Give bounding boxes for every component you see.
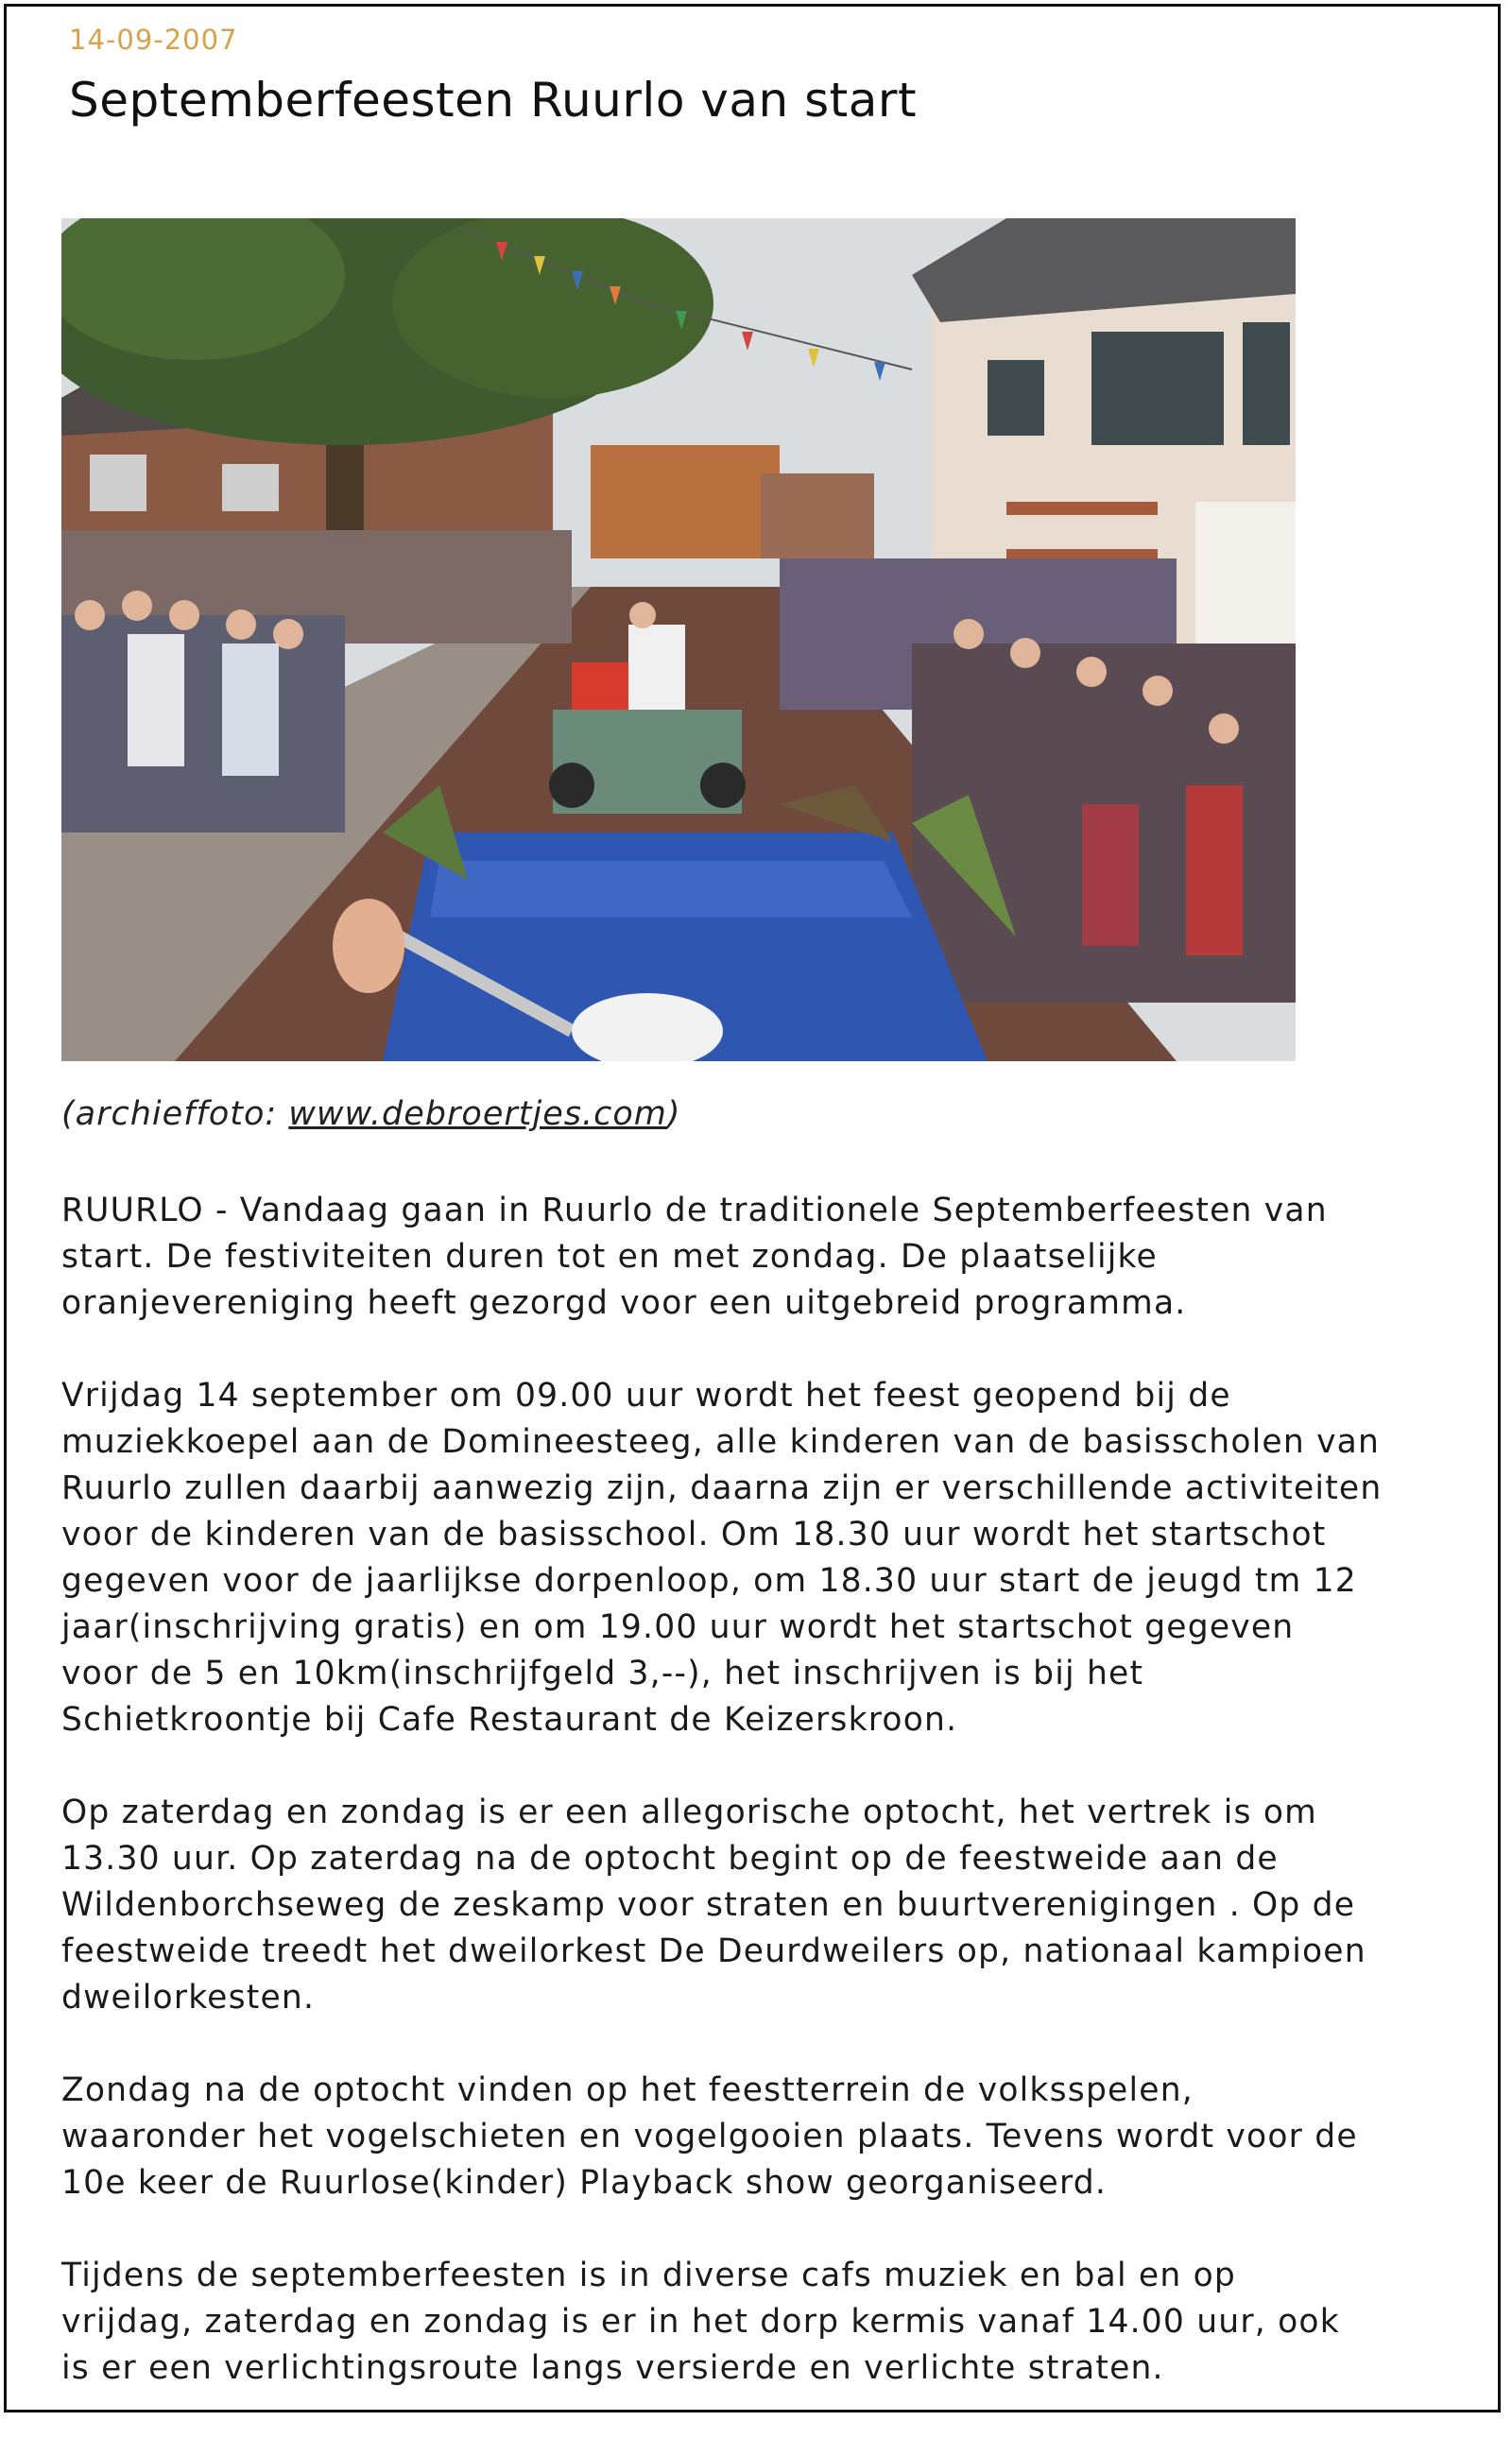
article-body xyxy=(61,1188,1479,2438)
article-date: 14-09-2007 xyxy=(69,24,238,56)
paragraph-1: RUURLO - Vandaag gaan in Ruurlo de traditionele Septemberfeesten van start. De festiviteiten duren tot en met zondag. De plaatselijke oranjevereniging heeft gezorgd voor een uitgebreid programma. xyxy=(61,1192,1328,1322)
paragraph-4: Zondag na de optocht vinden op het feestterrein de volksspelen, waaronder het vogelschieten en vogelgooien plaats. Tevens wordt voor de 10e keer de Ruurlose(kinder) Playback show georganiseerd. xyxy=(61,2071,1358,2202)
article-frame xyxy=(4,4,1501,2412)
paragraph-5: Tijdens de septemberfeesten is in diverse cafs muziek en bal en op vrijdag, zaterdag en zondag is er in het dorp kermis vanaf 14.00 uur, ook is er een verlichtingsroute langs versierde en verlichte straten. xyxy=(61,2257,1340,2387)
caption-prefix: (archieffoto: xyxy=(61,1095,289,1133)
paragraph-3: Op zaterdag en zondag is er een allegorische optocht, het vertrek is om 13.30 uur. Op zaterdag na de optocht begint op de feestweide aan de Wildenborchseweg de zeskamp voor straten en buurtverenigingen . Op de feestweide treedt het dweilorkest De Deurdweilers op, nationaal kampioen dweilorkesten. xyxy=(61,1794,1366,2017)
photo-caption xyxy=(61,1095,681,1133)
article-title: Septemberfeesten Ruurlo van start xyxy=(69,73,918,128)
paragraph-2: Vrijdag 14 september om 09.00 uur wordt het feest geopend bij de muziekkoepel aan de Domineesteeg, alle kinderen van de basisscholen van Ruurlo zullen daarbij aanwezig zijn, daarna zijn er verschillende activiteiten voor de kinderen van de basisschool. Om 18.30 uur wordt het startschot gegeven voor de jaarlijkse dorpenloop, om 18.30 uur start de jeugd tm 12 jaar(inschrijving gratis) en om 19.00 uur wordt het startschot gegeven voor de 5 en 10km(inschrijfgeld 3,--), het inschrijven is bij het Schietkroontje bij Cafe Restaurant de Keizerskroon. xyxy=(61,1377,1383,1739)
caption-suffix: ) xyxy=(666,1095,681,1133)
caption-link[interactable]: www.debroertjes.com xyxy=(288,1095,667,1133)
article-photo xyxy=(61,218,1296,1061)
